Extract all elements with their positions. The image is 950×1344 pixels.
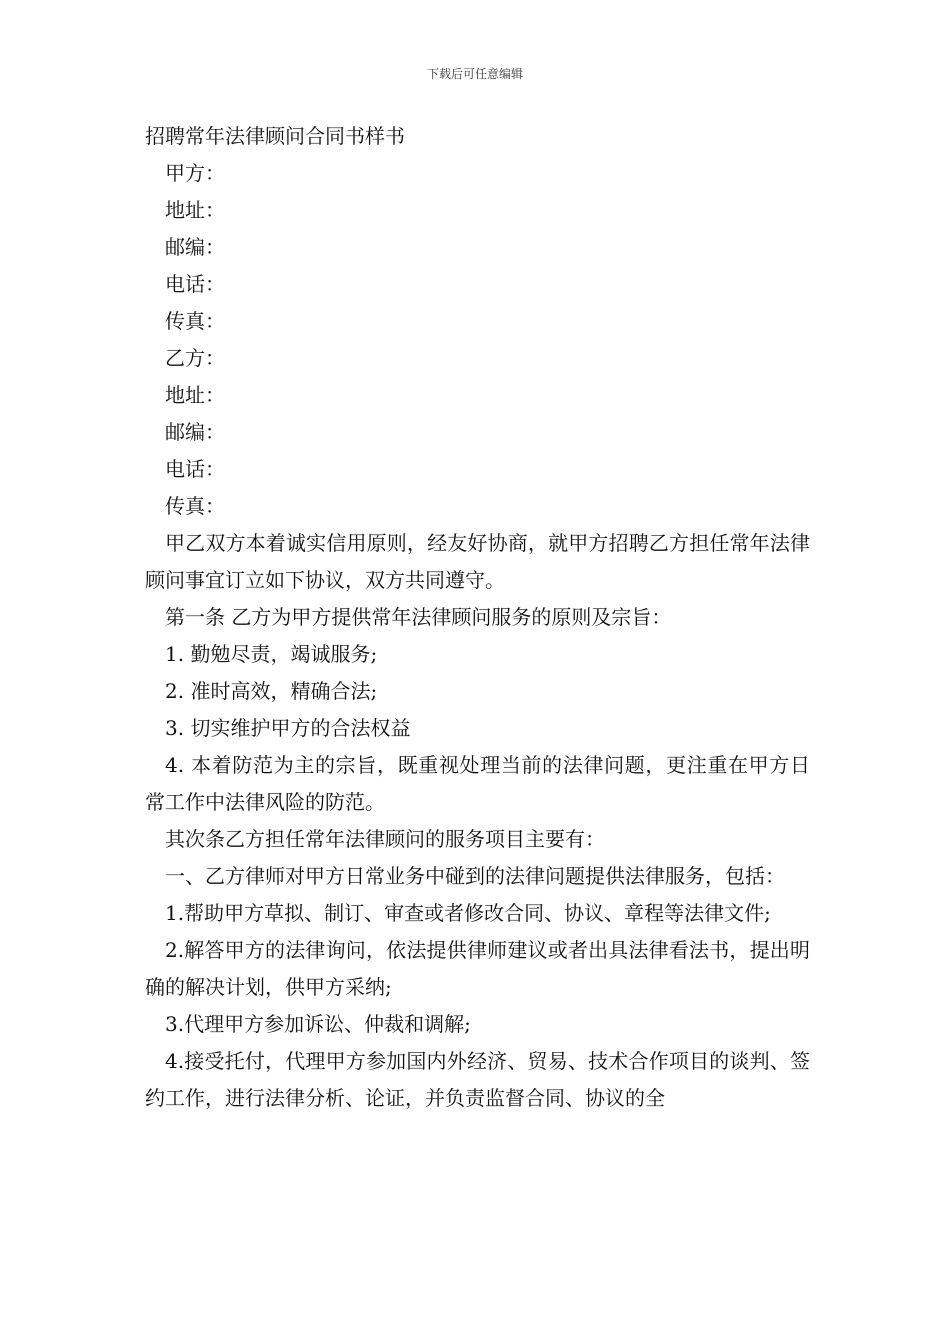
article-2-heading: 其次条乙方担任常年法律顾问的服务项目主要有： xyxy=(165,827,605,851)
party-b-fax-field: 传真： xyxy=(165,494,225,518)
document-title: 招聘常年法律顾问合同书样书 xyxy=(145,124,405,148)
party-b-name-field: 乙方： xyxy=(165,346,225,370)
party-a-fax-field: 传真： xyxy=(165,309,225,333)
party-b-address-field: 地址： xyxy=(165,383,225,407)
intro-paragraph: 甲乙双方本着诚实信用原则，经友好协商，就甲方招聘乙方担任常年法律顾问事宜订立如下协议，双方共同遵守。 xyxy=(145,531,810,592)
article-2-item-4: 4.接受托付，代理甲方参加国内外经济、贸易、技术合作项目的谈判、签约工作，进行法律分析、论证，并负责监督合同、协议的全 xyxy=(145,1049,810,1110)
article-2-item-1: 1.帮助甲方草拟、制订、审查或者修改合同、协议、章程等法律文件; xyxy=(165,901,771,925)
article-2-section-1: 一、乙方律师对甲方日常业务中碰到的法律问题提供法律服务，包括： xyxy=(165,864,785,888)
party-a-address-field: 地址： xyxy=(165,198,225,222)
document-body xyxy=(145,118,810,1117)
article-1-item-2: 2. 准时高效，精确合法; xyxy=(165,679,378,703)
article-2-item-2: 2.解答甲方的法律询问，依法提供律师建议或者出具法律看法书，提出明确的解决计划，供甲方采纳; xyxy=(145,938,810,999)
party-a-phone-field: 电话： xyxy=(165,272,225,296)
party-a-postcode-field: 邮编： xyxy=(165,235,225,259)
party-b-postcode-field: 邮编： xyxy=(165,420,225,444)
article-1-item-1: 1. 勤勉尽责，竭诚服务; xyxy=(165,642,378,666)
party-b-phone-field: 电话： xyxy=(165,457,225,481)
article-1-item-4: 4. 本着防范为主的宗旨，既重视处理当前的法律问题，更注重在甲方日常工作中法律风险的防范。 xyxy=(145,753,810,814)
page-header: 下载后可任意编辑 xyxy=(426,67,523,81)
party-a-name-field: 甲方： xyxy=(165,161,225,185)
article-2-item-3: 3.代理甲方参加诉讼、仲裁和调解; xyxy=(165,1012,471,1036)
article-1-item-3: 3. 切实维护甲方的合法权益 xyxy=(165,716,411,740)
article-1-heading: 第一条 乙方为甲方提供常年法律顾问服务的原则及宗旨： xyxy=(165,605,672,629)
